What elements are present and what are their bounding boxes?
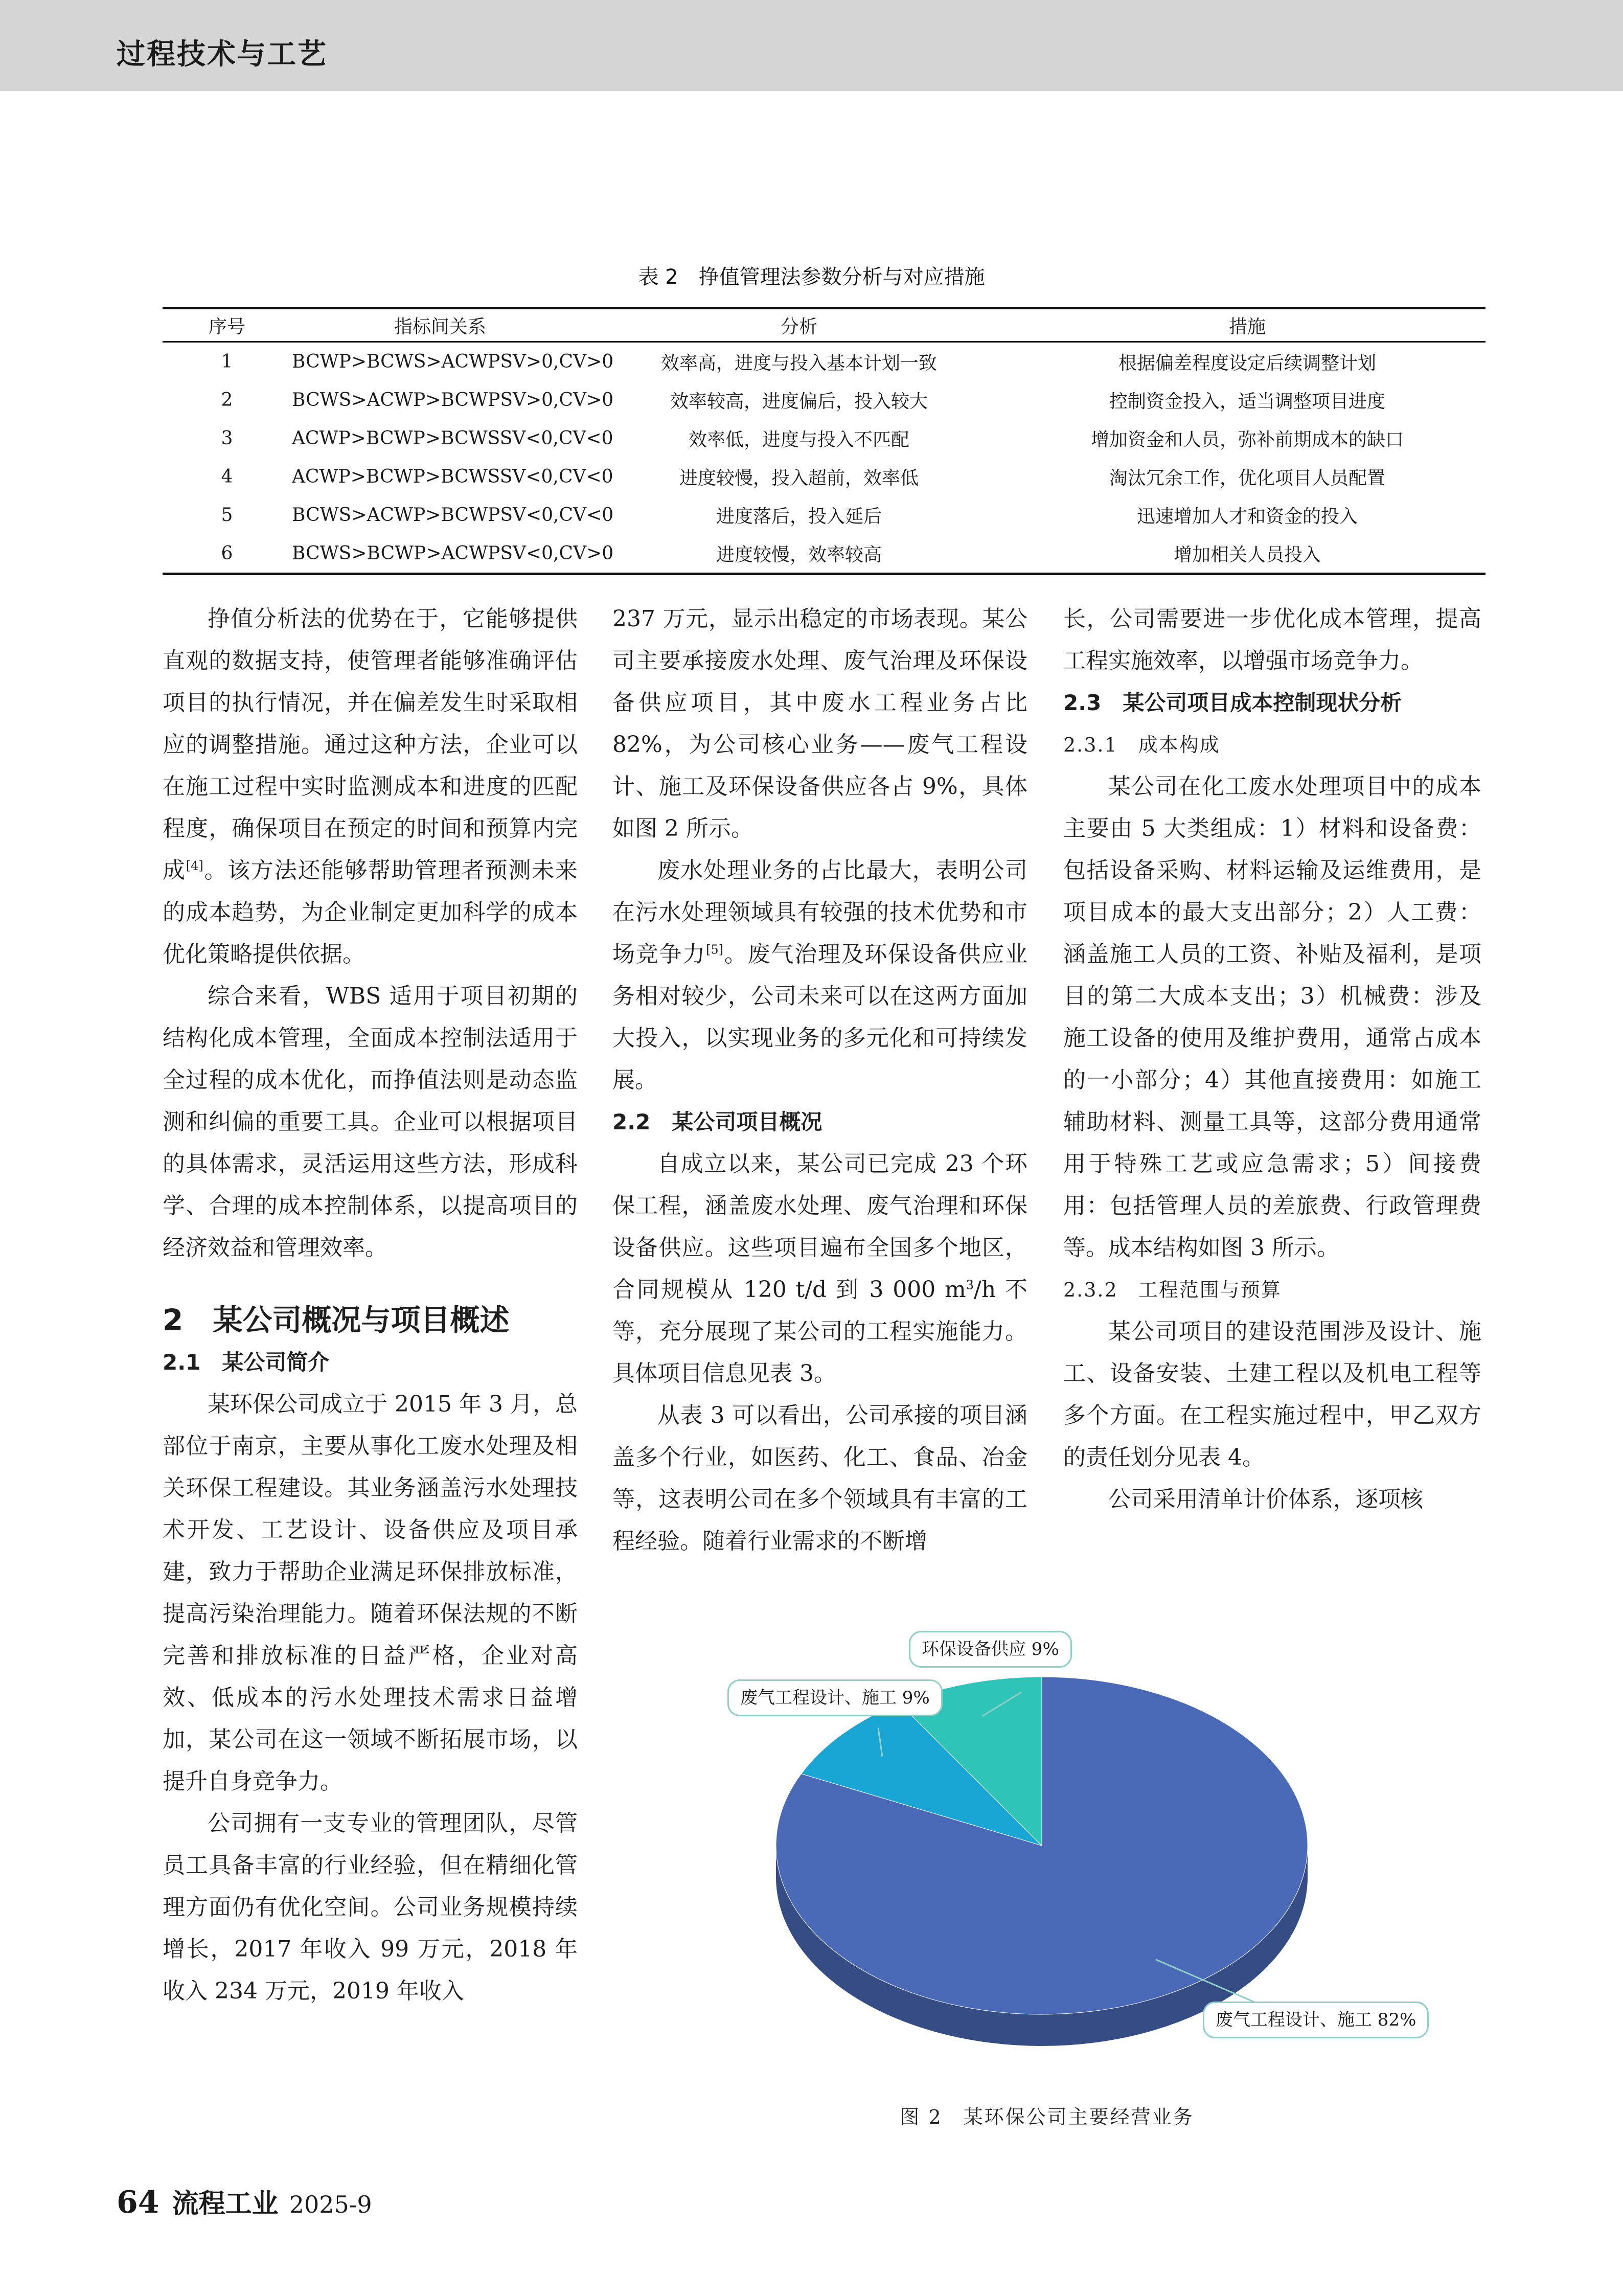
table-row [163, 342, 1485, 381]
superscript: 3 [966, 1278, 974, 1292]
table-cell: BCWS>BCWP>ACWPSV<0,CV>0 [291, 534, 589, 574]
table-row [163, 458, 1485, 496]
table-cell: 效率较高，进度偏后，投入较大 [670, 391, 928, 412]
figure-caption: 图 2 某环保公司主要经营业务 [900, 2106, 1194, 2128]
slice-label-wastewater: 废气工程设计、施工 82% [1203, 2002, 1429, 2038]
page-number: 64 [117, 2185, 159, 2220]
table-cell: 6 [163, 534, 291, 574]
paragraph: 综合来看，WBS 适用于项目初期的结构化成本管理，全面成本控制法适用于全过程的成本优化，而挣值法则是动态监测和纠偏的重要工具。企业可以根据项目的具体需求，灵活运用这些方法，形成科学、合理的成本控制体系，以提高项目的经济效益和管理效率。 [163, 983, 578, 1261]
table-cell: 根据偏差程度设定后续调整计划 [1118, 353, 1376, 374]
text-column-1 [163, 598, 578, 2012]
subsection-heading: 2.1 某公司简介 [163, 1350, 330, 1375]
earned-value-table [163, 307, 1485, 575]
table-cell: 控制资金投入，适当调整项目进度 [1109, 391, 1385, 412]
table-cell: BCWP>BCWS>ACWPSV>0,CV>0 [292, 351, 614, 372]
table-cell: 迅速增加人才和资金的投入 [1136, 506, 1358, 527]
subsection-heading: 2.3 某公司项目成本控制现状分析 [1063, 690, 1402, 715]
table-cell: 效率高，进度与投入基本计划一致 [660, 353, 937, 374]
table-header-cell: 序号 [163, 308, 291, 342]
subsection-heading: 2.2 某公司项目概况 [612, 1109, 822, 1134]
paragraph [163, 598, 578, 975]
running-header-title: 过程技术与工艺 [117, 38, 328, 71]
table-cell: 1 [221, 351, 233, 372]
paragraph-text: /h 不等，充分展现了某公司的工程实施能力。具体项目信息见表 3。 [612, 1277, 1027, 1386]
paragraph: 长，公司需要进一步优化成本管理，提高工程实施效率，以增强市场竞争力。 [1063, 606, 1481, 674]
table-cell: 4 [221, 466, 233, 487]
table-header-row [163, 308, 1485, 342]
paragraph: 某环保公司成立于 2015 年 3 月，总部位于南京，主要从事化工废水处理及相关环保工程建设。其业务涵盖污水处理技术开发、工艺设计、设备供应及项目承建，致力于帮助企业满足环保排放标准，提高污染治理能力。随着环保法规的不断完善和排放标准的日益严格，企业对高效、低成本的污水处理技术需求日益增加，某公司在这一领域不断拓展市场，以提升自身竞争力。 [163, 1391, 578, 1794]
table-cell: BCWS>ACWP>BCWPSV>0,CV>0 [292, 390, 614, 411]
section-heading: 2 某公司概况与项目概述 [163, 1303, 510, 1337]
table-row [163, 534, 1485, 574]
paragraph: 公司采用清单计价体系，逐项核 [1108, 1486, 1423, 1512]
table-cell: 进度落后，投入延后 [716, 506, 882, 527]
paragraph-text: 挣值分析法的优势在于，它能够提供直观的数据支持，使管理者能够准确评估项目的执行情况，并在偏差发生时采取相应的调整措施。通过这种方法，企业可以在施工过程中实时监测成本和进度的匹配程度，确保项目在预定的时间和预算内完成 [163, 606, 578, 883]
paragraph-text: 。废气治理及环保设备供应业务相对较少，公司未来可以在这两方面加大投入，以实现业务的多元化和可持续发展。 [612, 941, 1028, 1093]
paragraph: 某公司在化工废水处理项目中的成本主要由 5 大类组成：1）材料和设备费：包括设备采购、材料运输及运维费用，是项目成本的最大支出部分；2）人工费：涵盖施工人员的工资、补贴及福利，是项目的第二大成本支出；3）机械费：涉及施工设备的使用及维护费用，通常占成本的一小部分；4）其他直接费用：如施工辅助材料、测量工具等，这部分费用通常用于特殊工艺或应急需求；5）间接费用：包括管理人员的差旅费、行政管理费等。成本结构如图 3 所示。 [1063, 774, 1481, 1261]
text-column-3 [1063, 598, 1481, 1520]
subsubsection-heading: 2.3.1 成本构成 [1063, 734, 1220, 756]
table-row [163, 381, 1485, 419]
subsubsection-heading: 2.3.2 工程范围与预算 [1063, 1279, 1282, 1301]
citation-ref: [5] [706, 942, 724, 957]
table-cell: 3 [221, 428, 233, 449]
business-pie-figure [612, 1631, 1481, 2122]
table-row [163, 419, 1485, 458]
table-cell: 效率低，进度与投入不匹配 [688, 429, 909, 450]
table-cell: 增加资金和人员，弥补前期成本的缺口 [1090, 429, 1404, 450]
table-cell: 5 [221, 505, 233, 526]
table-cell: ACWP>BCWP>BCWSSV<0,CV<0 [292, 428, 613, 449]
pie-top-layer [776, 1677, 1308, 2014]
paragraph-text: 。该方法还能够帮助管理者预测未来的成本趋势，为企业制定更加科学的成本优化策略提供依据。 [163, 857, 578, 967]
table-cell: 进度较慢，效率较高 [589, 534, 1009, 574]
paragraph-text: 废水处理业务的占比最大，表明公司在污水处理领域具有较强的技术优势和市场竞争力 [612, 857, 1027, 967]
table-header-cell: 措施 [1009, 308, 1485, 342]
citation-ref: [4] [186, 858, 203, 873]
table-cell: 增加相关人员投入 [1009, 534, 1485, 574]
paragraph: 公司拥有一支专业的管理团队，尽管员工具备丰富的行业经验，但在精细化管理方面仍有优化空间。公司业务规模持续增长，2017 年收入 99 万元，2018 年收入 234 万元，2019 年收入 [163, 1810, 578, 2004]
slice-label-equipment: 环保设备供应 9% [909, 1631, 1072, 1668]
issue-number: 2025-9 [289, 2191, 372, 2218]
paragraph: 从表 3 可以看出，公司承接的项目涵盖多个行业，如医药、化工、食品、冶金等，这表明公司在多个领域具有丰富的工程经验。随着行业需求的不断增 [612, 1402, 1027, 1554]
paragraph-text: 自成立以来，某公司已完成 23 个环保工程，涵盖废水处理、废气治理和环保设备供应。这些项目遍布全国多个地区，合同规模从 120 t/d 到 3 000 m [612, 1151, 1027, 1303]
page-footer [117, 2182, 372, 2220]
table-cell: 淘汰冗余工作，优化项目人员配置 [1109, 468, 1385, 489]
header-band [0, 91, 1623, 110]
slice-label-waste-gas: 废气工程设计、施工 9% [727, 1679, 943, 1716]
table-caption: 表 2 挣值管理法参数分析与对应措施 [638, 265, 985, 289]
table-cell: 2 [221, 390, 233, 411]
table-row [163, 496, 1485, 534]
table-cell: ACWP>BCWP>BCWSSV<0,CV<0 [292, 466, 613, 487]
paragraph: 某公司项目的建设范围涉及设计、施工、设备安装、土建工程以及机电工程等多个方面。在工程实施过程中，甲乙双方的责任划分见表 4。 [1063, 1319, 1481, 1470]
journal-name: 流程工业 [172, 2188, 279, 2219]
table-cell: 进度较慢，投入超前，效率低 [679, 468, 919, 489]
table-header-cell: 指标间关系 [291, 308, 589, 342]
paragraph [612, 850, 1027, 1101]
table-header-cell: 分析 [589, 308, 1009, 342]
table-cell: BCWS>ACWP>BCWPSV<0,CV<0 [292, 505, 614, 526]
paragraph: 237 万元，显示出稳定的市场表现。某公司主要承接废水处理、废气治理及环保设备供应项目，其中废水工程业务占比 82%，为公司核心业务——废气工程设计、施工及环保设备供应各占 9%，具体如图 2 所示。 [612, 606, 1027, 842]
paragraph [612, 1143, 1027, 1395]
text-column-2 [612, 598, 1027, 1562]
